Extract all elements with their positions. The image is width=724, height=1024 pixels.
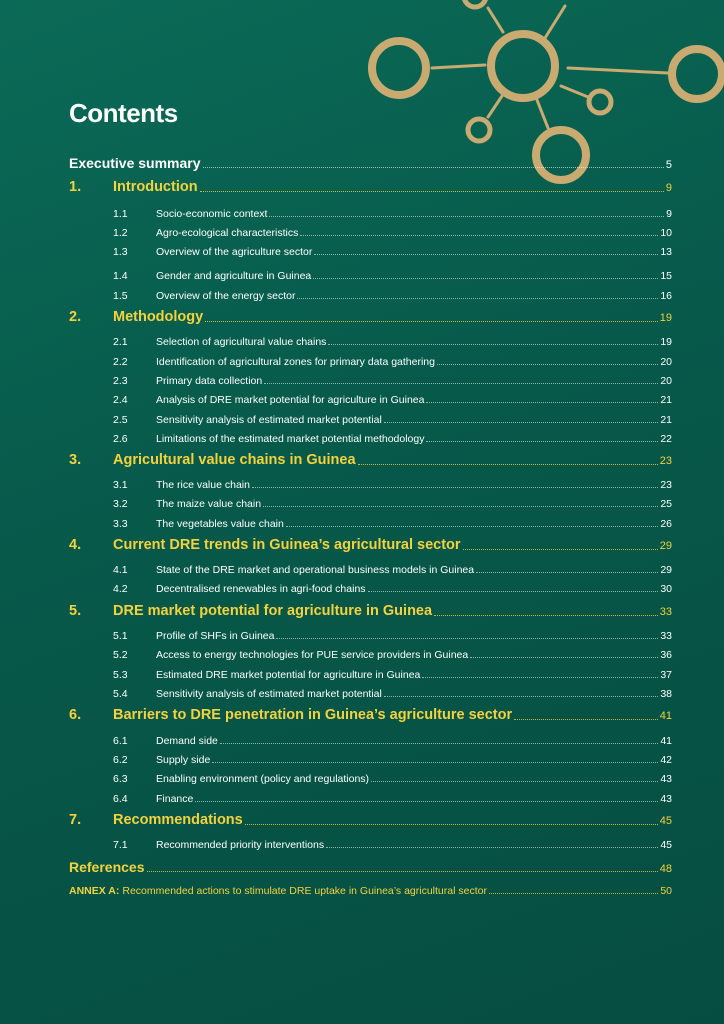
- toc-section-number: 1.2: [113, 227, 128, 239]
- toc-chapter-number: 4.: [69, 537, 82, 553]
- toc-chapter-number: 1.: [69, 179, 82, 195]
- dot-leader: [384, 695, 658, 697]
- toc-section-6-4[interactable]: [113, 793, 672, 805]
- toc-page-number: 23: [660, 479, 672, 491]
- toc-chapter-title: Current DRE trends in Guinea’s agricultural sector: [113, 537, 461, 553]
- toc-page-number: 45: [659, 815, 672, 827]
- toc-section-title: Sensitivity analysis of estimated market potential: [156, 688, 382, 700]
- toc-page-number: 43: [660, 773, 672, 785]
- toc-section-3-2[interactable]: [113, 498, 672, 510]
- toc-section-number: 1.1: [113, 208, 128, 220]
- toc-section-5-1[interactable]: [113, 630, 672, 642]
- toc-section-title: Decentralised renewables in agri-food chains: [156, 583, 366, 595]
- toc-page-number: 33: [659, 606, 672, 618]
- toc-chapter-number: 5.: [69, 603, 82, 619]
- toc-chapter-4[interactable]: [69, 537, 672, 553]
- annex-title: Recommended actions to stimulate DRE uptake in Guinea’s agricultural sector: [122, 885, 487, 897]
- toc-section-title: Primary data collection: [156, 375, 263, 387]
- toc-section-title: Analysis of DRE market potential for agriculture in Guinea: [156, 394, 425, 406]
- toc-section-number: 6.3: [113, 773, 128, 785]
- toc-chapter-number: 2.: [69, 309, 82, 325]
- toc-section-title: Overview of the agriculture sector: [156, 246, 313, 258]
- toc-page-number: 33: [660, 630, 672, 642]
- toc-section-title: Gender and agriculture in Guinea: [156, 270, 312, 282]
- toc-page-number: 13: [660, 246, 672, 258]
- toc-page-number: 25: [660, 498, 672, 510]
- toc-page-number: 45: [660, 839, 672, 851]
- toc-section-title: The rice value chain: [156, 479, 250, 491]
- toc-entry-title: Executive summary: [69, 155, 201, 171]
- toc-section-number: 2.5: [113, 414, 128, 426]
- dot-leader: [358, 463, 658, 465]
- dot-leader: [252, 486, 658, 488]
- dot-leader: [264, 382, 658, 384]
- dot-leader: [297, 297, 658, 299]
- dot-leader: [426, 440, 658, 442]
- dot-leader: [437, 363, 658, 365]
- dot-leader: [463, 548, 658, 550]
- toc-page-number: 36: [660, 649, 672, 661]
- toc-section-number: 2.3: [113, 375, 128, 387]
- toc-section-title: State of the DRE market and operational business models in Guinea: [156, 564, 475, 576]
- toc-chapter-title: Agricultural value chains in Guinea: [113, 452, 356, 468]
- toc-section-title: Identification of agricultural zones for primary data gathering: [156, 356, 435, 368]
- toc-page-number: 20: [660, 375, 672, 387]
- toc-page-number: 20: [660, 356, 672, 368]
- toc-chapter-3[interactable]: [69, 452, 672, 468]
- toc-section-3-3[interactable]: [113, 518, 672, 530]
- toc-section-number: 3.3: [113, 518, 128, 530]
- toc-section-number: 5.1: [113, 630, 128, 642]
- toc-section-number: 2.6: [113, 433, 128, 445]
- toc-page-number: 19: [659, 312, 672, 324]
- dot-leader: [489, 892, 658, 894]
- toc-chapter-1[interactable]: [69, 179, 672, 195]
- toc-section-6-3[interactable]: [113, 773, 672, 785]
- toc-page-number: 41: [660, 735, 672, 747]
- toc-section-title: Socio-economic context: [156, 208, 268, 220]
- toc-page-number: 26: [660, 518, 672, 530]
- dot-leader: [434, 614, 658, 616]
- toc-chapter-title: Recommendations: [113, 812, 243, 828]
- toc-section-3-1[interactable]: [113, 479, 672, 491]
- toc-section-title: Finance: [156, 793, 194, 805]
- dot-leader: [314, 253, 658, 255]
- toc-section-1-2[interactable]: [113, 227, 672, 239]
- toc-section-title: Recommended priority interventions: [156, 839, 325, 851]
- toc-chapter-number: 7.: [69, 812, 82, 828]
- toc-section-1-5[interactable]: [113, 290, 672, 302]
- dot-leader: [195, 800, 658, 802]
- toc-section-number: 4.2: [113, 583, 128, 595]
- toc-section-title: Profile of SHFs in Guinea: [156, 630, 275, 642]
- toc-section-number: 2.4: [113, 394, 128, 406]
- annex-label: ANNEX A:: [69, 885, 120, 897]
- dot-leader: [147, 870, 658, 872]
- toc-entry-executive-summary[interactable]: [69, 155, 672, 171]
- toc-section-5-3[interactable]: [113, 669, 672, 681]
- toc-page-number: 50: [660, 885, 672, 897]
- toc-section-4-1[interactable]: [113, 564, 672, 576]
- toc-entry-annex-a[interactable]: [69, 885, 672, 897]
- dot-leader: [514, 718, 658, 720]
- toc-page-number: 5: [665, 159, 672, 171]
- toc-section-number: 3.2: [113, 498, 128, 510]
- toc-page-number: 9: [665, 182, 672, 194]
- toc-chapter-title: Methodology: [113, 309, 204, 325]
- dot-leader: [326, 846, 658, 848]
- toc-chapter-7[interactable]: [69, 812, 672, 828]
- dot-leader: [426, 401, 658, 403]
- toc-section-4-2[interactable]: [113, 583, 672, 595]
- toc-section-title: Demand side: [156, 735, 218, 747]
- toc-section-title: Estimated DRE market potential for agriculture in Guinea: [156, 669, 421, 681]
- toc-page-number: 15: [660, 270, 672, 282]
- toc-page-number: 19: [660, 336, 672, 348]
- toc-page-number: 21: [660, 394, 672, 406]
- toc-section-title: Agro-ecological characteristics: [156, 227, 299, 239]
- toc-section-title: Limitations of the estimated market potential methodology: [156, 433, 425, 445]
- toc-chapter-number: 3.: [69, 452, 82, 468]
- toc-page-number: 38: [660, 688, 672, 700]
- toc-chapter-5[interactable]: [69, 603, 672, 619]
- dot-leader: [220, 742, 658, 744]
- dot-leader: [422, 676, 658, 678]
- dot-leader: [203, 166, 664, 168]
- toc-section-title: Supply side: [156, 754, 211, 766]
- toc-section-title: The maize value chain: [156, 498, 262, 510]
- toc-section-5-2[interactable]: [113, 649, 672, 661]
- dot-leader: [476, 571, 658, 573]
- toc-page-number: 42: [660, 754, 672, 766]
- toc-section-number: 1.3: [113, 246, 128, 258]
- toc-section-2-4[interactable]: [113, 394, 672, 406]
- toc-page-number: 37: [660, 669, 672, 681]
- toc-section-number: 2.2: [113, 356, 128, 368]
- toc-section-2-2[interactable]: [113, 356, 672, 368]
- toc-page-number: 29: [660, 564, 672, 576]
- dot-leader: [263, 505, 658, 507]
- toc-page-number: 9: [666, 208, 672, 220]
- toc-page-number: 48: [659, 863, 672, 875]
- dot-leader: [245, 823, 658, 825]
- toc-section-number: 6.1: [113, 735, 128, 747]
- dot-leader: [328, 343, 658, 345]
- toc-section-number: 5.2: [113, 649, 128, 661]
- toc-page-number: 16: [660, 290, 672, 302]
- dot-leader: [200, 190, 664, 192]
- toc-section-number: 1.4: [113, 270, 128, 282]
- toc-section-2-6[interactable]: [113, 433, 672, 445]
- toc-section-1-4[interactable]: [113, 270, 672, 282]
- dot-leader: [470, 656, 658, 658]
- toc-section-title: Access to energy technologies for PUE service providers in Guinea: [156, 649, 469, 661]
- toc-entry-title: References: [69, 859, 145, 875]
- toc-page-number: 22: [660, 433, 672, 445]
- dot-leader: [384, 421, 658, 423]
- toc-chapter-title: Introduction: [113, 179, 198, 195]
- toc-page-number: 30: [660, 583, 672, 595]
- page-title: Contents: [69, 98, 178, 128]
- toc-section-number: 2.1: [113, 336, 128, 348]
- toc-section-number: 5.3: [113, 669, 128, 681]
- toc-page-number: 21: [660, 414, 672, 426]
- toc-chapter-number: 6.: [69, 707, 82, 723]
- toc-section-5-4[interactable]: [113, 688, 672, 700]
- toc-section-2-5[interactable]: [113, 414, 672, 426]
- toc-section-2-3[interactable]: [113, 375, 672, 387]
- toc-section-6-1[interactable]: [113, 735, 672, 747]
- toc-section-title: Overview of the energy sector: [156, 290, 296, 302]
- toc-section-number: 7.1: [113, 839, 128, 851]
- toc-section-number: 4.1: [113, 564, 128, 576]
- dot-leader: [286, 525, 658, 527]
- toc-chapter-title: Barriers to DRE penetration in Guinea’s agriculture sector: [113, 707, 513, 723]
- toc-page-number: 41: [659, 710, 672, 722]
- toc-section-title: The vegetables value chain: [156, 518, 284, 530]
- dot-leader: [212, 761, 658, 763]
- toc-page-number: 43: [660, 793, 672, 805]
- toc-page-number: 23: [659, 455, 672, 467]
- toc-section-7-1[interactable]: [113, 839, 672, 851]
- dot-leader: [300, 234, 658, 236]
- dot-leader: [313, 277, 658, 279]
- toc-chapter-6[interactable]: [69, 707, 672, 723]
- toc-section-number: 5.4: [113, 688, 128, 700]
- dot-leader: [276, 637, 658, 639]
- toc-section-title: Selection of agricultural value chains: [156, 336, 327, 348]
- toc-section-number: 3.1: [113, 479, 128, 491]
- toc-section-title: Sensitivity analysis of estimated market potential: [156, 414, 382, 426]
- toc-section-number: 1.5: [113, 290, 128, 302]
- dot-leader: [205, 320, 658, 322]
- toc-section-title: Enabling environment (policy and regulations): [156, 773, 370, 785]
- toc-chapter-title: DRE market potential for agriculture in Guinea: [113, 603, 433, 619]
- toc-page-number: 10: [660, 227, 672, 239]
- toc-section-1-3[interactable]: [113, 246, 672, 258]
- dot-leader: [368, 590, 659, 592]
- toc-page-number: 29: [659, 540, 672, 552]
- dot-leader: [269, 215, 664, 217]
- toc-section-number: 6.2: [113, 754, 128, 766]
- toc-section-6-2[interactable]: [113, 754, 672, 766]
- dot-leader: [371, 780, 658, 782]
- toc-chapter-2[interactable]: [69, 309, 672, 325]
- toc-entry-references[interactable]: [69, 859, 672, 875]
- toc-section-number: 6.4: [113, 793, 128, 805]
- toc-section-1-1[interactable]: [113, 208, 672, 220]
- toc-section-2-1[interactable]: [113, 336, 672, 348]
